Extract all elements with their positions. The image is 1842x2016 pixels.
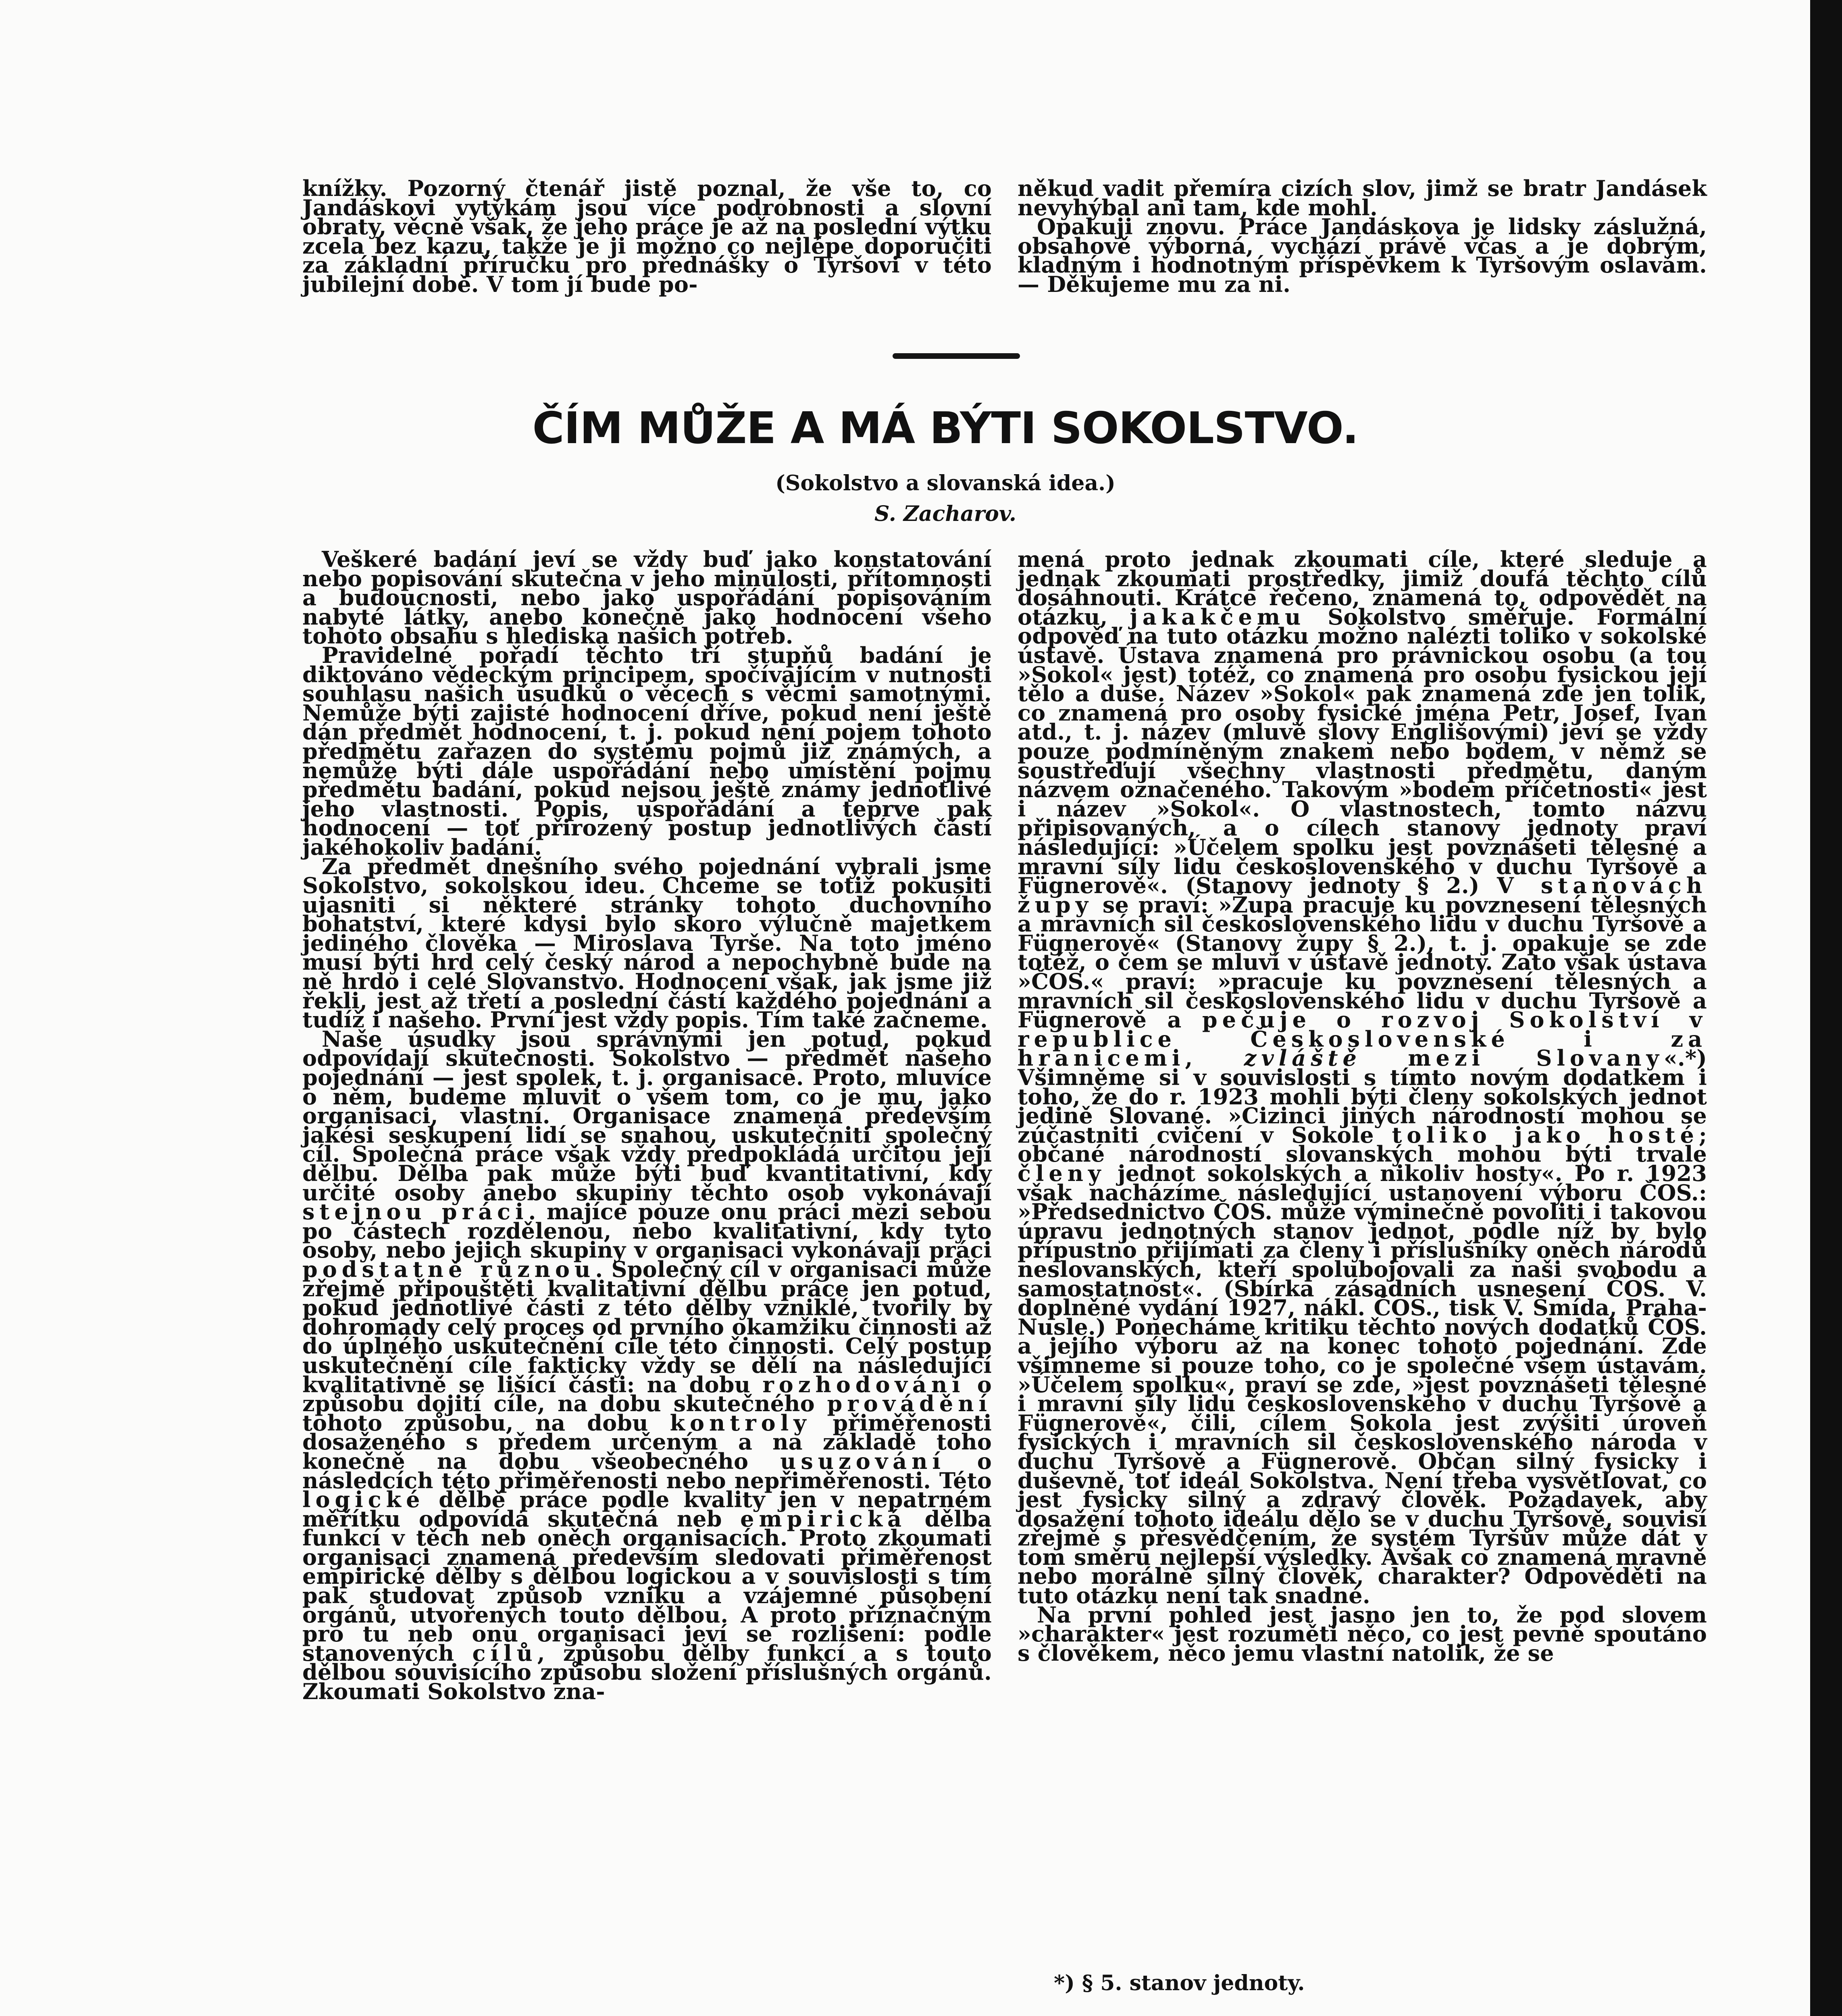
spaced-emphasis: provádění xyxy=(827,1391,992,1417)
article-title: ČÍM MŮŽE A MÁ BÝTI SOKOLSTVO. xyxy=(532,403,1359,454)
spaced-emphasis: podstatně různou xyxy=(302,1256,595,1282)
spaced-emphasis: členy xyxy=(1018,1160,1106,1186)
spaced-emphasis: logické xyxy=(302,1487,425,1513)
paragraph: Za předmět dnešního svého pojednání vybrali jsme Sokolstvo, sokolskou ideu. Chceme se totiž pokusiti ujasniti si některé stránky tohoto duchovního bohatství, které kdysi bylo skoro výlučně majetkem jediného člověka — Miroslava Tyrše. Na toto jméno musí býti hrd celý český národ a nepochybně bude na ně hrdo i celé Slovanstvo. Hodnocení však, jak jsme již řekli, jest až třetí a poslední částí každého pojednání a tudíž i našeho. První jest vždy popis. Tím také začneme. xyxy=(302,853,992,1033)
review-end-paragraph: Opakuji znovu. Práce Jandáskova je lidsky záslužná, obsahově výborná, vychází právě včas a je dobrým, kladným i hodnotným příspěvkem k Tyršovým oslavám. — Děkujeme mu za ni. xyxy=(1018,214,1707,297)
spaced-emphasis: kontroly xyxy=(670,1410,811,1436)
article-left-column xyxy=(302,546,992,1705)
review-end-paragraph: knížky. Pozorný čtenář jistě poznal, že vše to, co Jandáskovi vytýkám jsou více podrobnosti a slovní obraty, věcně však, že jeho práce je až na poslední výtku zcela bez kazu, takže je ji možno co nejlépe doporučiti za základní příručku pro přednášky o Tyršovi v této jubilejní době. V tom jí bude po- xyxy=(302,175,992,297)
scan-border xyxy=(1810,0,1842,2016)
text-run: mená proto jednak zkoumati cíle, které sleduje a jednak zkoumati prostředky, jimiž doufá těchto cílů dosáhnouti. Krátce řečeno, znamená to, odpovědět na otázku, xyxy=(1018,546,1707,630)
text-run: , způsobu dělby funkcí a s touto dělbou souvisícího způsobu složení příslušných orgánů. Zkoumati Sokolstvo zna- xyxy=(302,1640,992,1705)
paragraph xyxy=(302,1026,992,1705)
text-run: «.*) Všimněme si v souvislosti s tímto novým dodatkem i toho, že do r. 1923 mohli býti členy sokolských jednot jedině Slované. »Cizinci jiných národností mohou se zúčastniti cvičení v Sokole xyxy=(1018,1045,1707,1148)
text-run: se praví: »Župa pracuje ku povznesení tělesných a mravních sil československého lidu v duchu Tyršově a Fügnerově« (Stanovy župy § 2.), t. j. opakuje se zde totéž, o čem se mluví v ústavě jednoty. Zato však ústava »ČOS.« praví: »pracuje ku povznesení tělesných a mravních sil československého lidu v duchu Tyršově a Fügnerově a xyxy=(1018,891,1707,1033)
review-end-left-column xyxy=(302,175,992,297)
spaced-emphasis: empirická xyxy=(740,1506,907,1532)
text-run: jednot sokolských a nikoliv hosty«. Po r. 1923 však nacházíme následující ustanovení výboru ČOS.: »Předsednictvo ČOS. může výminečně povoliti i takovou úpravu jednotných stanov jednot, podle níž by bylo přípustno přijímati za členy i příslušníky oněch národů neslovanských, kteří spolubojovali za naši svobodu a samostatnost«. (Sbírka zásadních usnesení ČOS. V. doplněné vydání 1927, nákl. ČOS., tisk V. Šmída, Praha-Nusle.) Ponecháme kritiku těchto nových dodatků ČOS. a jejího výboru až na konec tohoto pojednání. Zde všimneme si pouze toho, co je společné všem ústavám. »Účelem spolku«, praví se zde, »jest povznášeti tělesné i mravní síly lidu československého v duchu Tyršově a Fügnerově«, čili, cílem Sokola jest zvýšiti úroveň fysických i mravních sil československého národa v duchu Tyršově a Fügnerově. Občan silný fysicky i duševně, toť ideál Sokolstva. Není třeba vysvětlovat, co jest fysicky silný a zdravý člověk. Požadavek, aby dosažení tohoto ideálu dělo se v duchu Tyršově, souvisí zřejmě s přesvědčením, že systém Tyršův může dát v tom směru nejlepší výsledky. Avšak co znamená mravně nebo morálně silný člověk, charakter? Odpověděti na tuto otázku není tak snadné. xyxy=(1018,1160,1707,1609)
text-run: ; občané národností slovanských mohou býti trvale xyxy=(1018,1122,1707,1167)
spaced-emphasis: mezi Slovany xyxy=(1408,1045,1664,1071)
text-run: dělbě práce podle kvality jen v nepatrném měřítku odpovídá skutečná neb xyxy=(302,1487,992,1532)
spaced-emphasis: V stanovách župy xyxy=(1018,873,1707,918)
spaced-emphasis: toliko jako hosté xyxy=(1392,1122,1699,1148)
paragraph xyxy=(1018,546,1707,1609)
text-run: . majíce pouze onu práci mezi sebou po částech rozdělenou, nebo kvalitativní, kdy tyto osoby, nebo jejich skupiny v organisaci vykonávají práci xyxy=(302,1199,992,1263)
text-run: o způsobu dojití cíle, na dobu skutečného xyxy=(302,1371,992,1417)
review-end-right-column xyxy=(1018,175,1707,297)
spaced-emphasis: cílů xyxy=(472,1640,537,1666)
italic-emphasis: zvláště xyxy=(1244,1045,1361,1071)
footnote: *) § 5. stanov jednoty. xyxy=(1054,1971,1305,1995)
section-divider xyxy=(893,353,1020,359)
spaced-emphasis: usuzování xyxy=(780,1448,945,1474)
text-run: . Společný cíl v organisaci může zřejmě připouštěti kvalitativní dělbu práce jen potud, pokud jednotlivé části z této dělby vzniklé, tvořily by dohromady celý proces od prvního okamžiku činnosti až do úplného uskutečnění cíle této činnosti. Celý postup uskutečnění cíle fakticky vždy se dělí na následující kvalitativně se lišící části: na dobu xyxy=(302,1256,992,1397)
text-run: o následcích této přiměřenosti nebo nepřiměřenosti. Této xyxy=(302,1448,992,1493)
text-run: tohoto způsobu, na dobu xyxy=(302,1410,648,1436)
article-subtitle: (Sokolstvo a slovanská idea.) xyxy=(775,471,1116,496)
text-run: Sokolstvo směřuje. Formální odpověď na tuto otázku možno nalézti toliko v sokolské ústavě. Ústava znamená pro právnickou osobu (a tou »Sokol« jest) totéž, co znamená pro osobu fysickou její tělo a duše. Název »Sokol« pak znamená zde jen tolik, co znamená pro osoby fysické jména Petr, Josef, Ivan atd., t. j. název (mluvě slovy Englišovými) jeví se vždy pouze podmíněným znakem nebo bodem, v němž se soustřeďují všechny vlastnosti předmětu, daným názvem označeného. Takovým »bodem příčetnosti« jest i název »Sokol«. O vlastnostech, tomto názvu připisovaných, a o cílech stanovy jednoty praví následující: »Účelem spolku jest povznášeti tělesné a mravní síly lidu československého v duchu Tyršově a Fügnerově«. (Stanovy jednoty § 2.) xyxy=(1018,604,1707,899)
spaced-emphasis: stejnou práci xyxy=(302,1199,529,1225)
text-run: Naše úsudky jsou správnými jen potud, pokud odpovídají skutečnosti. Sokolstvo — předmět našeho pojednání — jest spolek, t. j. organisace. Proto, mluvíce o něm, budeme mluvit o všem tom, co je mu, jako organisaci, vlastní. Organisace znamená především jakési seskupení lidí se snahou, uskutečniti společný cíl. Společná práce však vždy předpokládá určitou její dělbu. Dělba pak může býti buď kvantitativní, kdy určité osoby anebo skupiny těchto osob vykonávají xyxy=(302,1026,992,1206)
paragraph: Pravidelné pořadí těchto tří stupňů badání je diktováno vědeckým principem, spočívajícím v nutnosti souhlasu našich úsudků o věcech s věcmi samotnými. Nemůže býti zajisté hodnocení dříve, pokud není ještě dán předmět hodnocení, t. j. pokud není pojem tohoto předmětu zařazen do systému pojmů již známých, a nemůže býti dále uspořádání nebo umístění pojmu předmětu badání, pokud nejsou ještě známy jednotlivé jeho vlastnosti. Popis, uspořádání a teprve pak hodnocení — toť přirozený postup jednotlivých částí jakéhokoliv badání. xyxy=(302,642,992,860)
paragraph: Veškeré badání jeví se vždy buď jako konstatování nebo popisování skutečna v jeho minulosti, přítomnosti a budoucnosti, nebo jako uspořádání popisováním nabyté látky, anebo konečně jako hodnocení všeho tohoto obsahu s hlediska našich potřeb. xyxy=(302,546,992,649)
text-run: přiměřenosti dosaženého s předem určeným a na základě toho konečně na dobu všeobecného xyxy=(302,1410,992,1474)
paragraph: Na první pohled jest jasno jen to, že pod slovem »charakter« jest rozuměti něco, co jest pevně spoutáno s člověkem, něco jemu vlastní natolik, že se xyxy=(1018,1602,1707,1666)
spaced-emphasis: pečuje o rozvoj Sokolství v republice Československé i za hranicemi, xyxy=(1018,1007,1707,1071)
review-end-paragraph: někud vadit přemíra cizích slov, jimž se bratr Jandásek nevyhýbal ani tam, kde mohl. xyxy=(1018,175,1707,221)
article-author: S. Zacharov. xyxy=(874,502,1016,526)
spaced-emphasis: rozhodování xyxy=(762,1371,965,1397)
text-run: dělba funkcí v těch neb oněch organisacích. Proto zkoumati organisaci znamená především sledovati přiměřenost empirické dělby s dělbou logickou a v souvislosti s tím pak studovat způsob vzniku a vzájemné působení orgánů, utvořených touto dělbou. A proto příznačným pro tu neb onu organisaci jeví se rozlišení: podle stanovených xyxy=(302,1506,992,1666)
article-right-column xyxy=(1018,546,1707,1666)
spaced-emphasis: jakakčemu xyxy=(1130,604,1306,630)
